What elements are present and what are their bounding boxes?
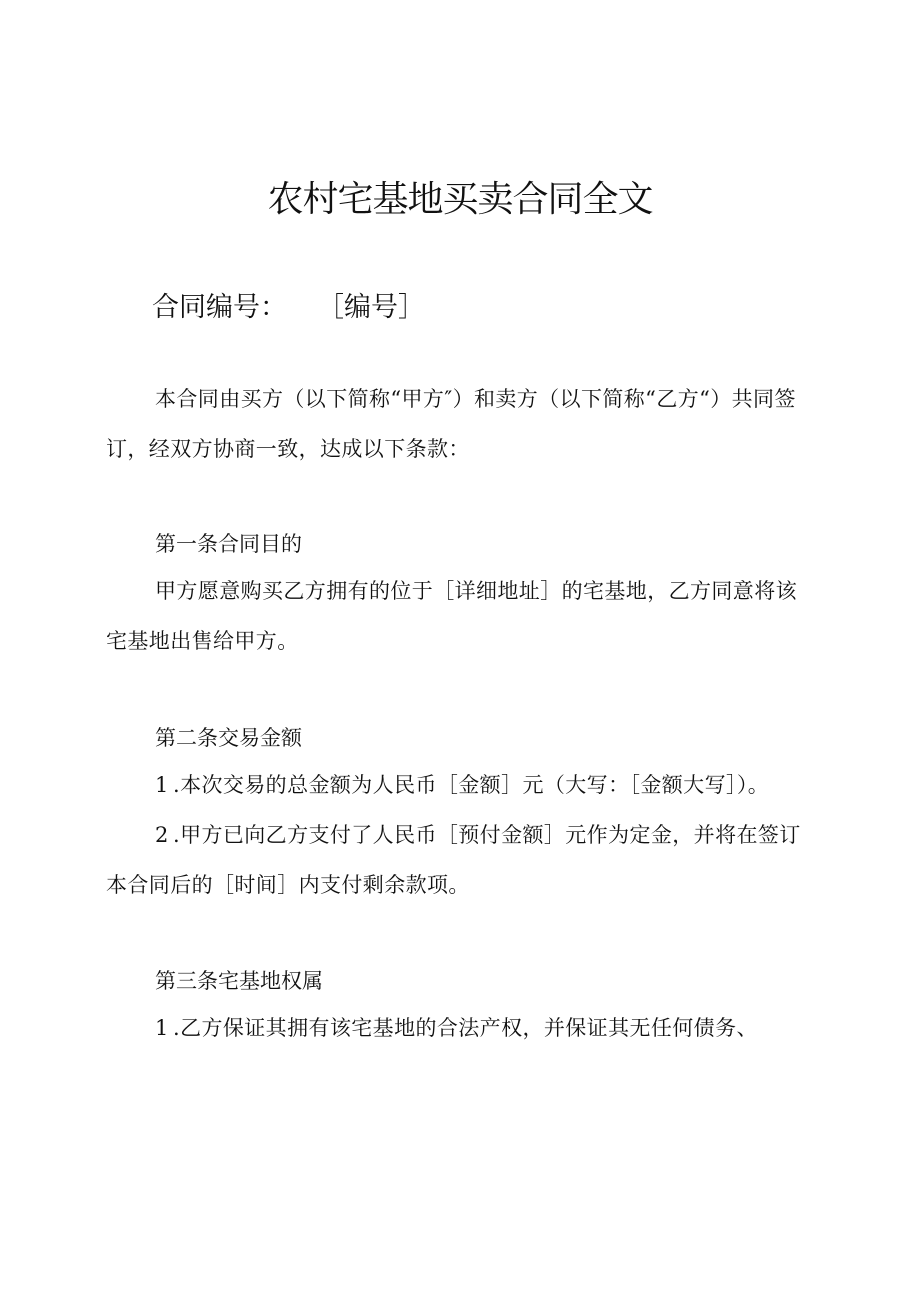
section-heading-3: 第三条宅基地权属	[155, 969, 323, 993]
section-heading-2: 第二条交易金额	[155, 726, 302, 750]
contract-number-value: ［编号］	[317, 292, 425, 323]
contract-number-label: 合同编号：	[152, 292, 287, 323]
section-heading-1: 第一条合同目的	[155, 532, 302, 556]
item-number: 1	[155, 773, 169, 797]
item-text: .甲方已向乙方支付了人民币［预付金额］元作为定金，并将在签订本合同后的［时间］内支付剩余款项。	[106, 823, 801, 897]
document-title: 农村宅基地买卖合同全文	[267, 179, 653, 220]
section-1-paragraph-1	[106, 566, 818, 666]
section-3-item-1	[106, 1003, 818, 1053]
item-number: 2	[155, 823, 169, 847]
section-2-item-1	[106, 760, 818, 810]
contract-number-line	[152, 288, 425, 328]
intro-paragraph: 本合同由买方（以下简称“甲方″）和卖方（以下简称“乙方“）共同签订，经双方协商一致，达成以下条款：	[106, 387, 796, 461]
item-text: .乙方保证其拥有该宅基地的合法产权，并保证其无任何债务、	[173, 1016, 758, 1040]
paragraph-text: 甲方愿意购买乙方拥有的位于［详细地址］的宅基地，乙方同意将该宅基地出售给甲方。	[106, 579, 797, 653]
item-number: 1	[155, 1016, 169, 1040]
item-text: .本次交易的总金额为人民币［金额］元（大写：［金额大写］）。	[173, 773, 770, 797]
section-2-item-2	[106, 810, 818, 910]
